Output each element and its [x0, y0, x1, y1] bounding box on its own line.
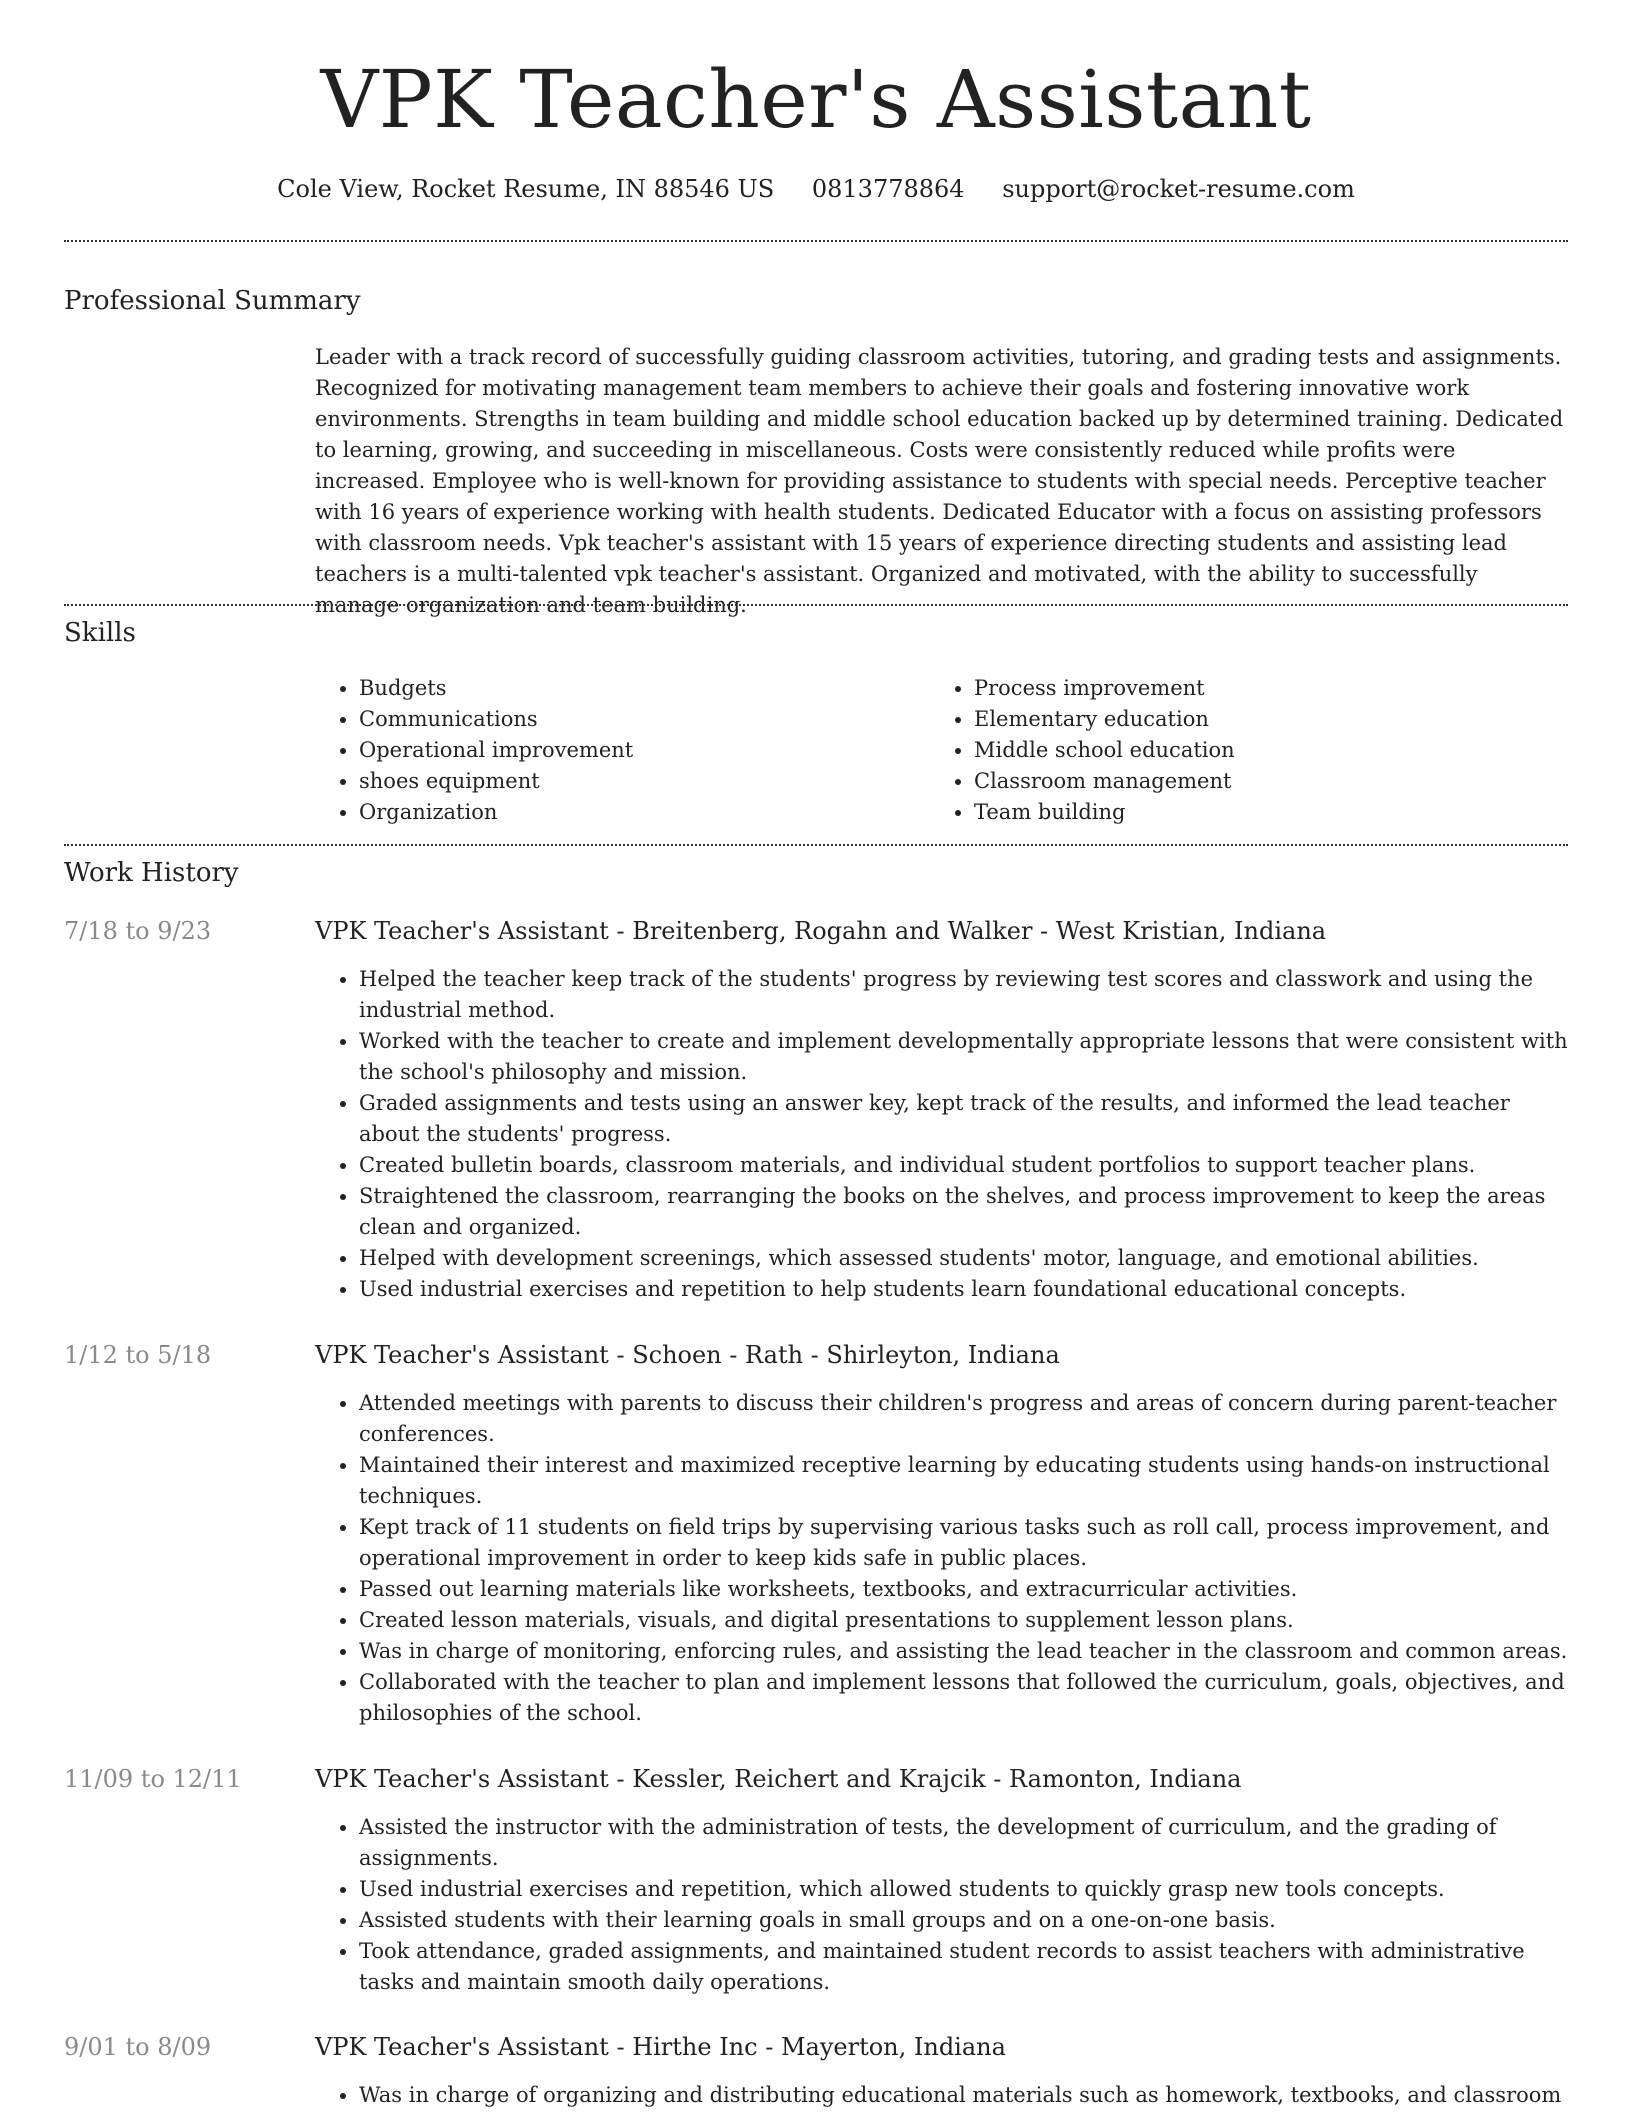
- job-bullet: • Took attendance, graded assignments, and maintained student records to assist teachers with administrative tasks and maintain smooth daily operations.: [359, 1936, 1568, 1998]
- job-dates: 1/12 to 5/18: [64, 1341, 212, 1369]
- job-bullets: [315, 964, 1568, 1305]
- skill-item: • shoes equipment: [359, 766, 633, 797]
- job-bullet: • Was in charge of monitoring, enforcing rules, and assisting the lead teacher in the classroom and common areas.: [359, 1636, 1568, 1667]
- section-heading-skills: Skills: [64, 618, 136, 648]
- job-bullet: • Worked with the teacher to create and implement developmentally appropriate lessons that were consistent with the school's philosophy and mission.: [359, 1026, 1568, 1088]
- job-bullet: • Assisted the instructor with the administration of tests, the development of curriculum, and the grading of assignments.: [359, 1812, 1568, 1874]
- section-heading-work-history: Work History: [64, 858, 239, 888]
- skill-item: • Elementary education: [974, 704, 1235, 735]
- job-bullets: [315, 2080, 1568, 2111]
- job-title: VPK Teacher's Assistant - Breitenberg, Rogahn and Walker - West Kristian, Indiana: [315, 917, 1327, 945]
- skill-item: • Classroom management: [974, 766, 1235, 797]
- job-bullet: • Used industrial exercises and repetition, which allowed students to quickly grasp new tools concepts.: [359, 1874, 1568, 1905]
- job-title: VPK Teacher's Assistant - Kessler, Reichert and Krajcik - Ramonton, Indiana: [315, 1765, 1242, 1793]
- job-bullet: • Assisted students with their learning goals in small groups and on a one-on-one basis.: [359, 1905, 1568, 1936]
- job-bullet: • Created lesson materials, visuals, and digital presentations to supplement lesson plans.: [359, 1605, 1568, 1636]
- skill-item: • Process improvement: [974, 673, 1235, 704]
- contact-address: Cole View, Rocket Resume, IN 88546 US: [277, 175, 775, 203]
- skills-list-right: [930, 673, 1235, 828]
- contact-phone: 0813778864: [811, 175, 965, 203]
- section-heading-summary: Professional Summary: [64, 286, 361, 316]
- job-bullet: • Passed out learning materials like worksheets, textbooks, and extracurricular activities.: [359, 1574, 1568, 1605]
- skill-item: • Team building: [974, 797, 1235, 828]
- job-bullet: • Helped with development screenings, which assessed students' motor, language, and emotional abilities.: [359, 1243, 1568, 1274]
- skill-item: • Organization: [359, 797, 633, 828]
- job-bullet: • Straightened the classroom, rearranging the books on the shelves, and process improvement to keep the areas clean and organized.: [359, 1181, 1568, 1243]
- job-bullet: • Kept track of 11 students on field trips by supervising various tasks such as roll call, process improvement, and operational improvement in order to keep kids safe in public places.: [359, 1512, 1568, 1574]
- skill-item: • Middle school education: [974, 735, 1235, 766]
- divider: [64, 240, 1568, 242]
- job-dates: 7/18 to 9/23: [64, 917, 212, 945]
- job-bullet: • Helped the teacher keep track of the students' progress by reviewing test scores and classwork and using the industrial method.: [359, 964, 1568, 1026]
- contact-email: support@rocket-resume.com: [1002, 175, 1355, 203]
- skill-item: • Operational improvement: [359, 735, 633, 766]
- skills-list-left: [315, 673, 633, 828]
- job-bullet: • Was in charge of organizing and distributing educational materials such as homework, textbooks, and classroom: [359, 2080, 1568, 2111]
- job-bullets: [315, 1812, 1568, 1998]
- skill-item: • Budgets: [359, 673, 633, 704]
- job-dates: 9/01 to 8/09: [64, 2033, 212, 2061]
- job-bullets: [315, 1388, 1568, 1729]
- job-bullet: • Maintained their interest and maximized receptive learning by educating students using hands-on instructional techniques.: [359, 1450, 1568, 1512]
- divider: [64, 844, 1568, 846]
- divider: [64, 604, 1568, 606]
- job-title: VPK Teacher's Assistant - Schoen - Rath - Shirleyton, Indiana: [315, 1341, 1060, 1369]
- job-bullet: • Collaborated with the teacher to plan and implement lessons that followed the curriculum, goals, objectives, and philosophies of the school.: [359, 1667, 1568, 1729]
- skill-item: • Communications: [359, 704, 633, 735]
- contact-line: [0, 172, 1632, 206]
- job-title: VPK Teacher's Assistant - Hirthe Inc - Mayerton, Indiana: [315, 2033, 1006, 2061]
- summary-text: Leader with a track record of successfully guiding classroom activities, tutoring, and grading tests and assignments. Recognized for motivating management team members to achieve their goals and fostering innovative work environments. Strengths in team building and middle school education backed up by determined training. Dedicated to learning, growing, and succeeding in miscellaneous. Costs were consistently reduced while profits were increased. Employee who is well-known for providing assistance to students with special needs. Perceptive teacher with 16 years of experience working with health students. Dedicated Educator with a focus on assisting professors with classroom needs. Vpk teacher's assistant with 15 years of experience directing students and assisting lead teachers is a multi-talented vpk teacher's assistant. Organized and motivated, with the ability to successfully manage organization and team building.: [315, 345, 1564, 617]
- job-bullet: • Created bulletin boards, classroom materials, and individual student portfolios to support teacher plans.: [359, 1150, 1568, 1181]
- job-bullet: • Attended meetings with parents to discuss their children's progress and areas of concern during parent-teacher conferences.: [359, 1388, 1568, 1450]
- job-bullet: • Used industrial exercises and repetition to help students learn foundational educational concepts.: [359, 1274, 1568, 1305]
- job-bullet: • Graded assignments and tests using an answer key, kept track of the results, and informed the lead teacher about the students' progress.: [359, 1088, 1568, 1150]
- job-dates: 11/09 to 12/11: [64, 1765, 242, 1793]
- resume-title: VPK Teacher's Assistant: [320, 53, 1312, 146]
